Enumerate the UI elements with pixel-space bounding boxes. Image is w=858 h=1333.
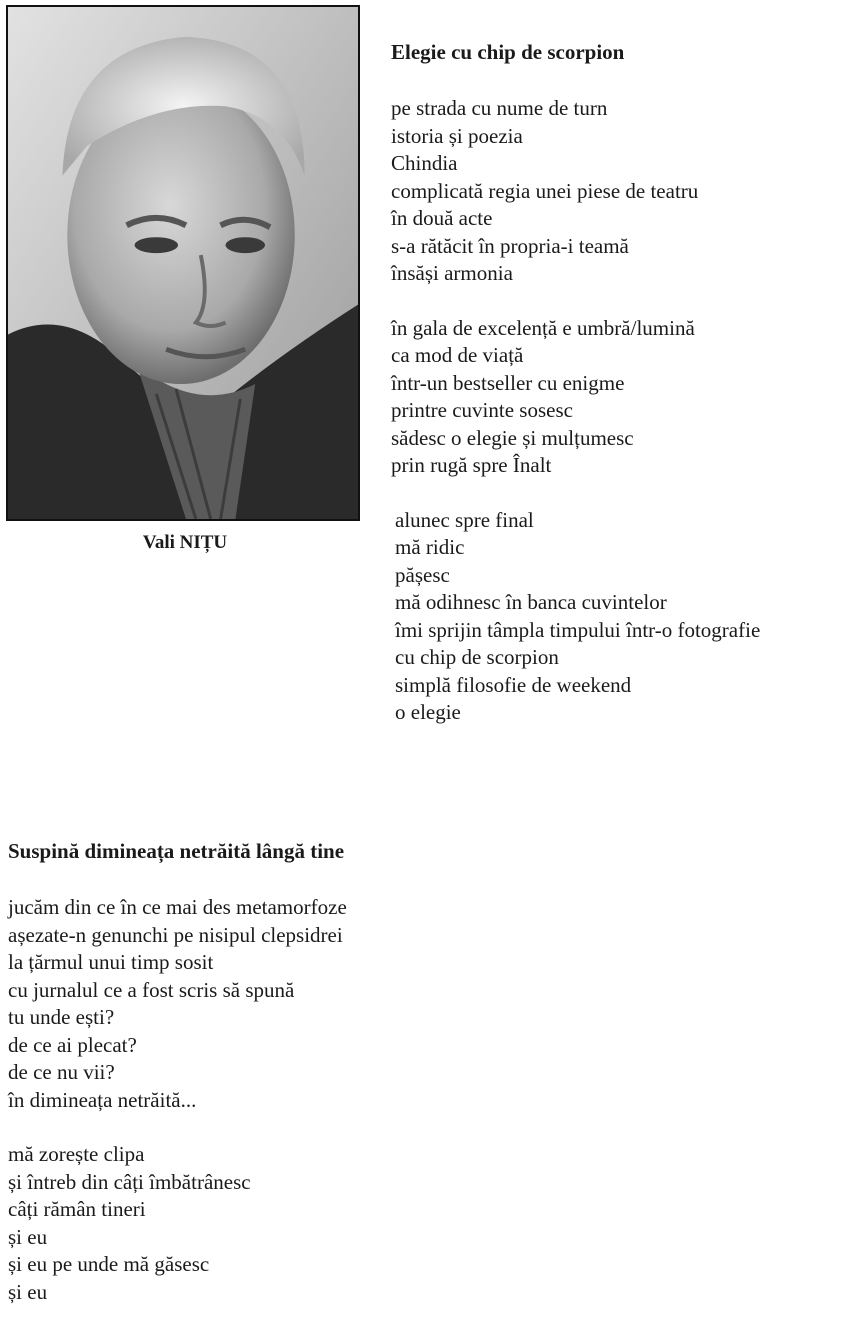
poem-line: în două acte xyxy=(391,206,493,230)
poem-line: de ce ai plecat? xyxy=(8,1032,137,1057)
poem-line: cu chip de scorpion xyxy=(395,645,559,669)
poem-line: însăși armonia xyxy=(391,261,513,285)
poem-line: ca mod de viață xyxy=(391,343,524,367)
poem-line: sădesc o elegie și mulțumesc xyxy=(391,425,634,450)
poem-line: tu unde ești? xyxy=(8,1005,115,1029)
poem-line: și eu xyxy=(8,1279,48,1304)
poem-line: cu jurnalul ce a fost scris să spună xyxy=(8,977,295,1002)
poem-line: mă ridic xyxy=(395,535,465,559)
poem-line: jucăm din ce în ce mai des metamorfoze xyxy=(8,895,347,919)
poem-line: în gala de excelență e umbră/lumină xyxy=(391,315,695,340)
poem-line: Chindia xyxy=(391,151,458,175)
poem-line: mă zorește clipa xyxy=(8,1142,145,1166)
stanza xyxy=(391,315,760,480)
poem-line: la țărmul unui timp sosit xyxy=(8,950,214,974)
poem-title: Elegie cu chip de scorpion xyxy=(391,40,625,64)
poem-line: câți rămân tineri xyxy=(8,1197,146,1221)
portrait-image xyxy=(8,7,358,519)
stanza xyxy=(8,1141,347,1306)
poem-line: complicată regia unei piese de teatru xyxy=(391,178,699,203)
author-photo xyxy=(6,5,360,521)
poem-line: pe strada cu nume de turn xyxy=(391,96,608,120)
stanza xyxy=(391,95,760,288)
poem-line: și eu xyxy=(8,1224,48,1249)
poem-line: și eu pe unde mă găsesc xyxy=(8,1252,210,1276)
poem-suspina xyxy=(8,839,347,1333)
poem-line: istoria și poezia xyxy=(391,123,523,148)
poem-line: și întreb din câți îmbătrânesc xyxy=(8,1169,251,1194)
poem-line: în dimineața netrăită... xyxy=(8,1087,197,1112)
poem-line: mă odihnesc în banca cuvintelor xyxy=(395,590,667,614)
stanza xyxy=(8,894,347,1114)
poem-line: alunec spre final xyxy=(395,507,534,532)
poem-line: prin rugă spre Înalt xyxy=(391,453,552,477)
poem-line: s-a rătăcit în propria-i teamă xyxy=(391,233,629,258)
poem-title: Suspină dimineața netrăită lângă tine xyxy=(8,839,345,863)
poem-elegie xyxy=(391,40,760,754)
poem-line: o elegie xyxy=(395,700,461,724)
poem-line: într-un bestseller cu enigme xyxy=(391,370,625,395)
poem-line: de ce nu vii? xyxy=(8,1060,115,1084)
poem-line: pășesc xyxy=(395,562,450,587)
stanza xyxy=(395,507,760,727)
poem-line: așezate-n genunchi pe nisipul clepsidrei xyxy=(8,922,343,947)
poem-line: printre cuvinte sosesc xyxy=(391,398,573,422)
author-caption: Vali NIȚU xyxy=(142,532,228,553)
poem-line: îmi sprijin tâmpla timpului într-o fotografie xyxy=(395,617,761,642)
poem-line: simplă filosofie de weekend xyxy=(395,672,632,697)
